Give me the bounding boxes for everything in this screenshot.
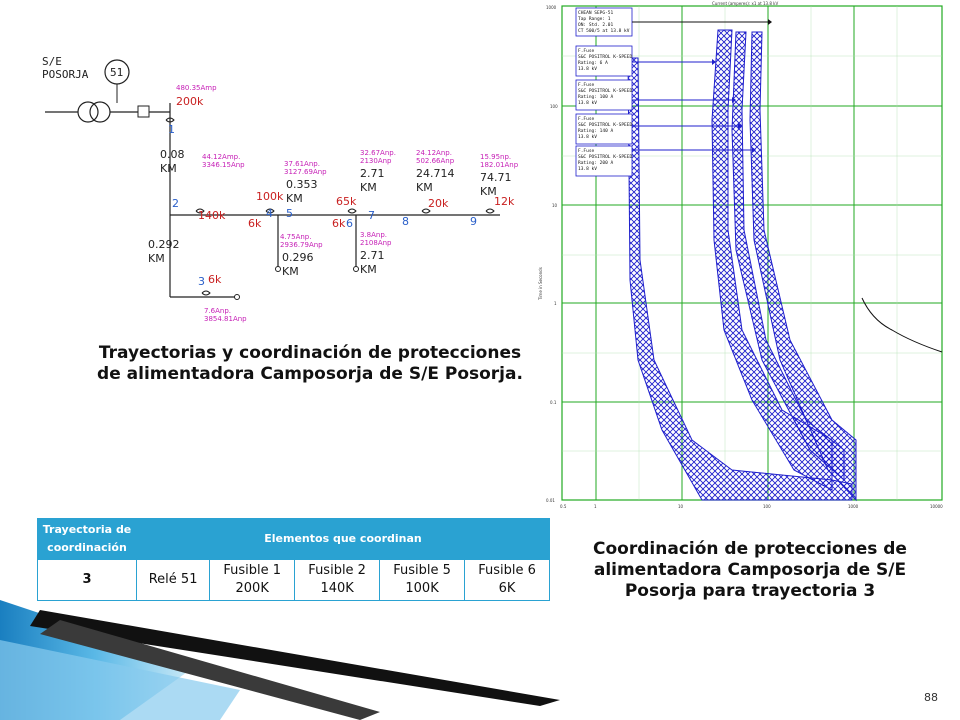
svg-text:24.12Anp.: 24.12Anp. [416,149,452,157]
svg-text:1000: 1000 [848,504,859,509]
node-8: 8 [402,215,409,228]
page-number: 88 [924,691,938,704]
relay-label: 51 [110,66,124,79]
legend-fuse-6k [576,46,632,76]
breaker-icon [138,106,149,117]
svg-text:0.08: 0.08 [160,148,185,161]
node-6: 6 [346,217,353,230]
svg-text:F.Fuse: F.Fuse [578,149,595,154]
svg-text:6k: 6k [248,217,262,230]
svg-text:0.1: 0.1 [550,400,557,405]
svg-text:20k: 20k [428,197,449,210]
diagram-caption: Trayectorias y coordinación de protecciones de alimentadora Camposorja de S/E Posorja. [97,343,523,384]
cell-relay: Relé 51 [137,560,210,601]
svg-text:100k: 100k [256,190,284,203]
svg-text:7.6Anp.: 7.6Anp. [204,307,232,315]
svg-text:74.71: 74.71 [480,171,512,184]
node-5: 5 [286,207,293,220]
node-1: 1 [168,123,175,136]
svg-text:100: 100 [550,104,558,109]
svg-text:24.714: 24.714 [416,167,455,180]
svg-text:KM: KM [360,263,377,276]
svg-text:KM: KM [282,265,299,278]
svg-text:2.71: 2.71 [360,249,385,262]
svg-text:S&C POSITROL K-SPEED: S&C POSITROL K-SPEED [578,89,633,94]
svg-text:Tap Range: 1: Tap Range: 1 [578,17,611,22]
svg-text:10000: 10000 [930,504,943,509]
svg-text:F.Fuse: F.Fuse [578,117,595,122]
svg-text:3127.69Anp: 3127.69Anp [284,168,327,176]
current-node-1: 480.35Amp [176,84,217,92]
svg-text:44.12Amp.: 44.12Amp. [202,153,241,161]
svg-text:2.71: 2.71 [360,167,385,180]
svg-text:KM: KM [286,192,303,205]
svg-text:KM: KM [416,181,433,194]
svg-text:32.67Anp.: 32.67Anp. [360,149,396,157]
substation-label: S/E [42,55,62,68]
svg-text:1: 1 [554,301,557,306]
svg-text:0.5: 0.5 [560,504,567,509]
svg-text:3.8Anp.: 3.8Anp. [360,231,388,239]
svg-text:3346.15Anp: 3346.15Anp [202,161,245,169]
transformer-icon [78,102,98,122]
svg-text:0.292: 0.292 [148,238,180,251]
svg-text:F.Fuse: F.Fuse [578,83,595,88]
legend-fuse-140k [576,114,632,144]
svg-text:KM: KM [148,252,165,265]
svg-text:10: 10 [552,203,558,208]
cell-fuse-2: Fusible 2 140K [295,560,380,601]
svg-text:S&C POSITROL K-SPEED: S&C POSITROL K-SPEED [578,55,633,60]
svg-text:4.75Anp.: 4.75Anp. [280,233,312,241]
svg-text:Rating: 6 A: Rating: 6 A [578,61,608,66]
svg-text:CHEAN SEPG-51: CHEAN SEPG-51 [578,11,614,16]
svg-text:2130Anp: 2130Anp [360,157,392,165]
cell-trajectory: 3 [38,560,137,601]
svg-text:KM: KM [360,181,377,194]
svg-text:0.353: 0.353 [286,178,318,191]
svg-text:CT 500/5 at 13.8 kV: CT 500/5 at 13.8 kV [578,29,630,34]
svg-text:6k: 6k [208,273,222,286]
svg-text:65k: 65k [336,195,357,208]
svg-text:10: 10 [678,504,684,509]
svg-text:182.01Anp: 182.01Anp [480,161,519,169]
svg-text:2108Anp: 2108Anp [360,239,392,247]
svg-text:ON: Std. 2.01: ON: Std. 2.01 [578,23,614,28]
node-7: 7 [368,209,375,222]
svg-text:KM: KM [160,162,177,175]
substation-name: POSORJA [42,68,89,81]
svg-text:13.8 kV: 13.8 kV [578,67,597,72]
cell-fuse-5: Fusible 5 100K [380,560,465,601]
legend-fuse-200k [576,146,632,176]
svg-text:12k: 12k [494,195,515,208]
node-9: 9 [470,215,477,228]
svg-text:F.Fuse: F.Fuse [578,49,595,54]
svg-text:Rating: 100 A: Rating: 100 A [578,95,614,100]
svg-text:Rating: 200 A: Rating: 200 A [578,161,614,166]
chart-caption: Coordinación de protecciones de alimentadora Camposorja de S/E Posorja para trayectoria 3 [593,539,907,601]
svg-text:13.8 kV: 13.8 kV [578,135,597,140]
legend-relay [576,8,632,36]
svg-text:KM: KM [480,185,497,198]
node-3: 3 [198,275,205,288]
node-4: 4 [266,207,273,220]
tcc-x-title: Current (amperes): x1 at 13.8 kV [712,1,779,6]
node-2: 2 [172,197,179,210]
svg-text:502.66Anp: 502.66Anp [416,157,455,165]
svg-text:1000: 1000 [546,5,557,10]
svg-text:6k: 6k [332,217,346,230]
table-header-trajectory: Trayectoria de coordinación [38,519,137,560]
svg-text:Rating: 140 A: Rating: 140 A [578,129,614,134]
svg-text:13.8 kV: 13.8 kV [578,101,597,106]
tcc-y-title: Time in Seconds [538,267,543,300]
cell-fuse-1: Fusible 1 200K [210,560,295,601]
svg-text:0.296: 0.296 [282,251,314,264]
fuse-label-200k: 200k [176,95,204,108]
table-header-elements: Elementos que coordinan [137,519,550,560]
svg-text:100: 100 [763,504,771,509]
svg-text:S&C POSITROL K-SPEED: S&C POSITROL K-SPEED [578,155,633,160]
svg-text:1: 1 [594,504,597,509]
svg-text:0.01: 0.01 [546,498,555,503]
svg-text:13.8 kV: 13.8 kV [578,167,597,172]
svg-text:15.95np.: 15.95np. [480,153,512,161]
svg-text:S&C POSITROL K-SPEED: S&C POSITROL K-SPEED [578,123,633,128]
legend-fuse-100k [576,80,632,110]
svg-text:3854.81Anp: 3854.81Anp [204,315,247,323]
fuse-label-140k: 140k [198,209,226,222]
cell-fuse-6: Fusible 6 6K [465,560,550,601]
tcc-chart [532,0,952,512]
single-line-diagram [30,45,540,335]
svg-text:2936.79Anp: 2936.79Anp [280,241,323,249]
svg-text:37.61Anp.: 37.61Anp. [284,160,320,168]
decorative-swoosh [0,580,560,720]
